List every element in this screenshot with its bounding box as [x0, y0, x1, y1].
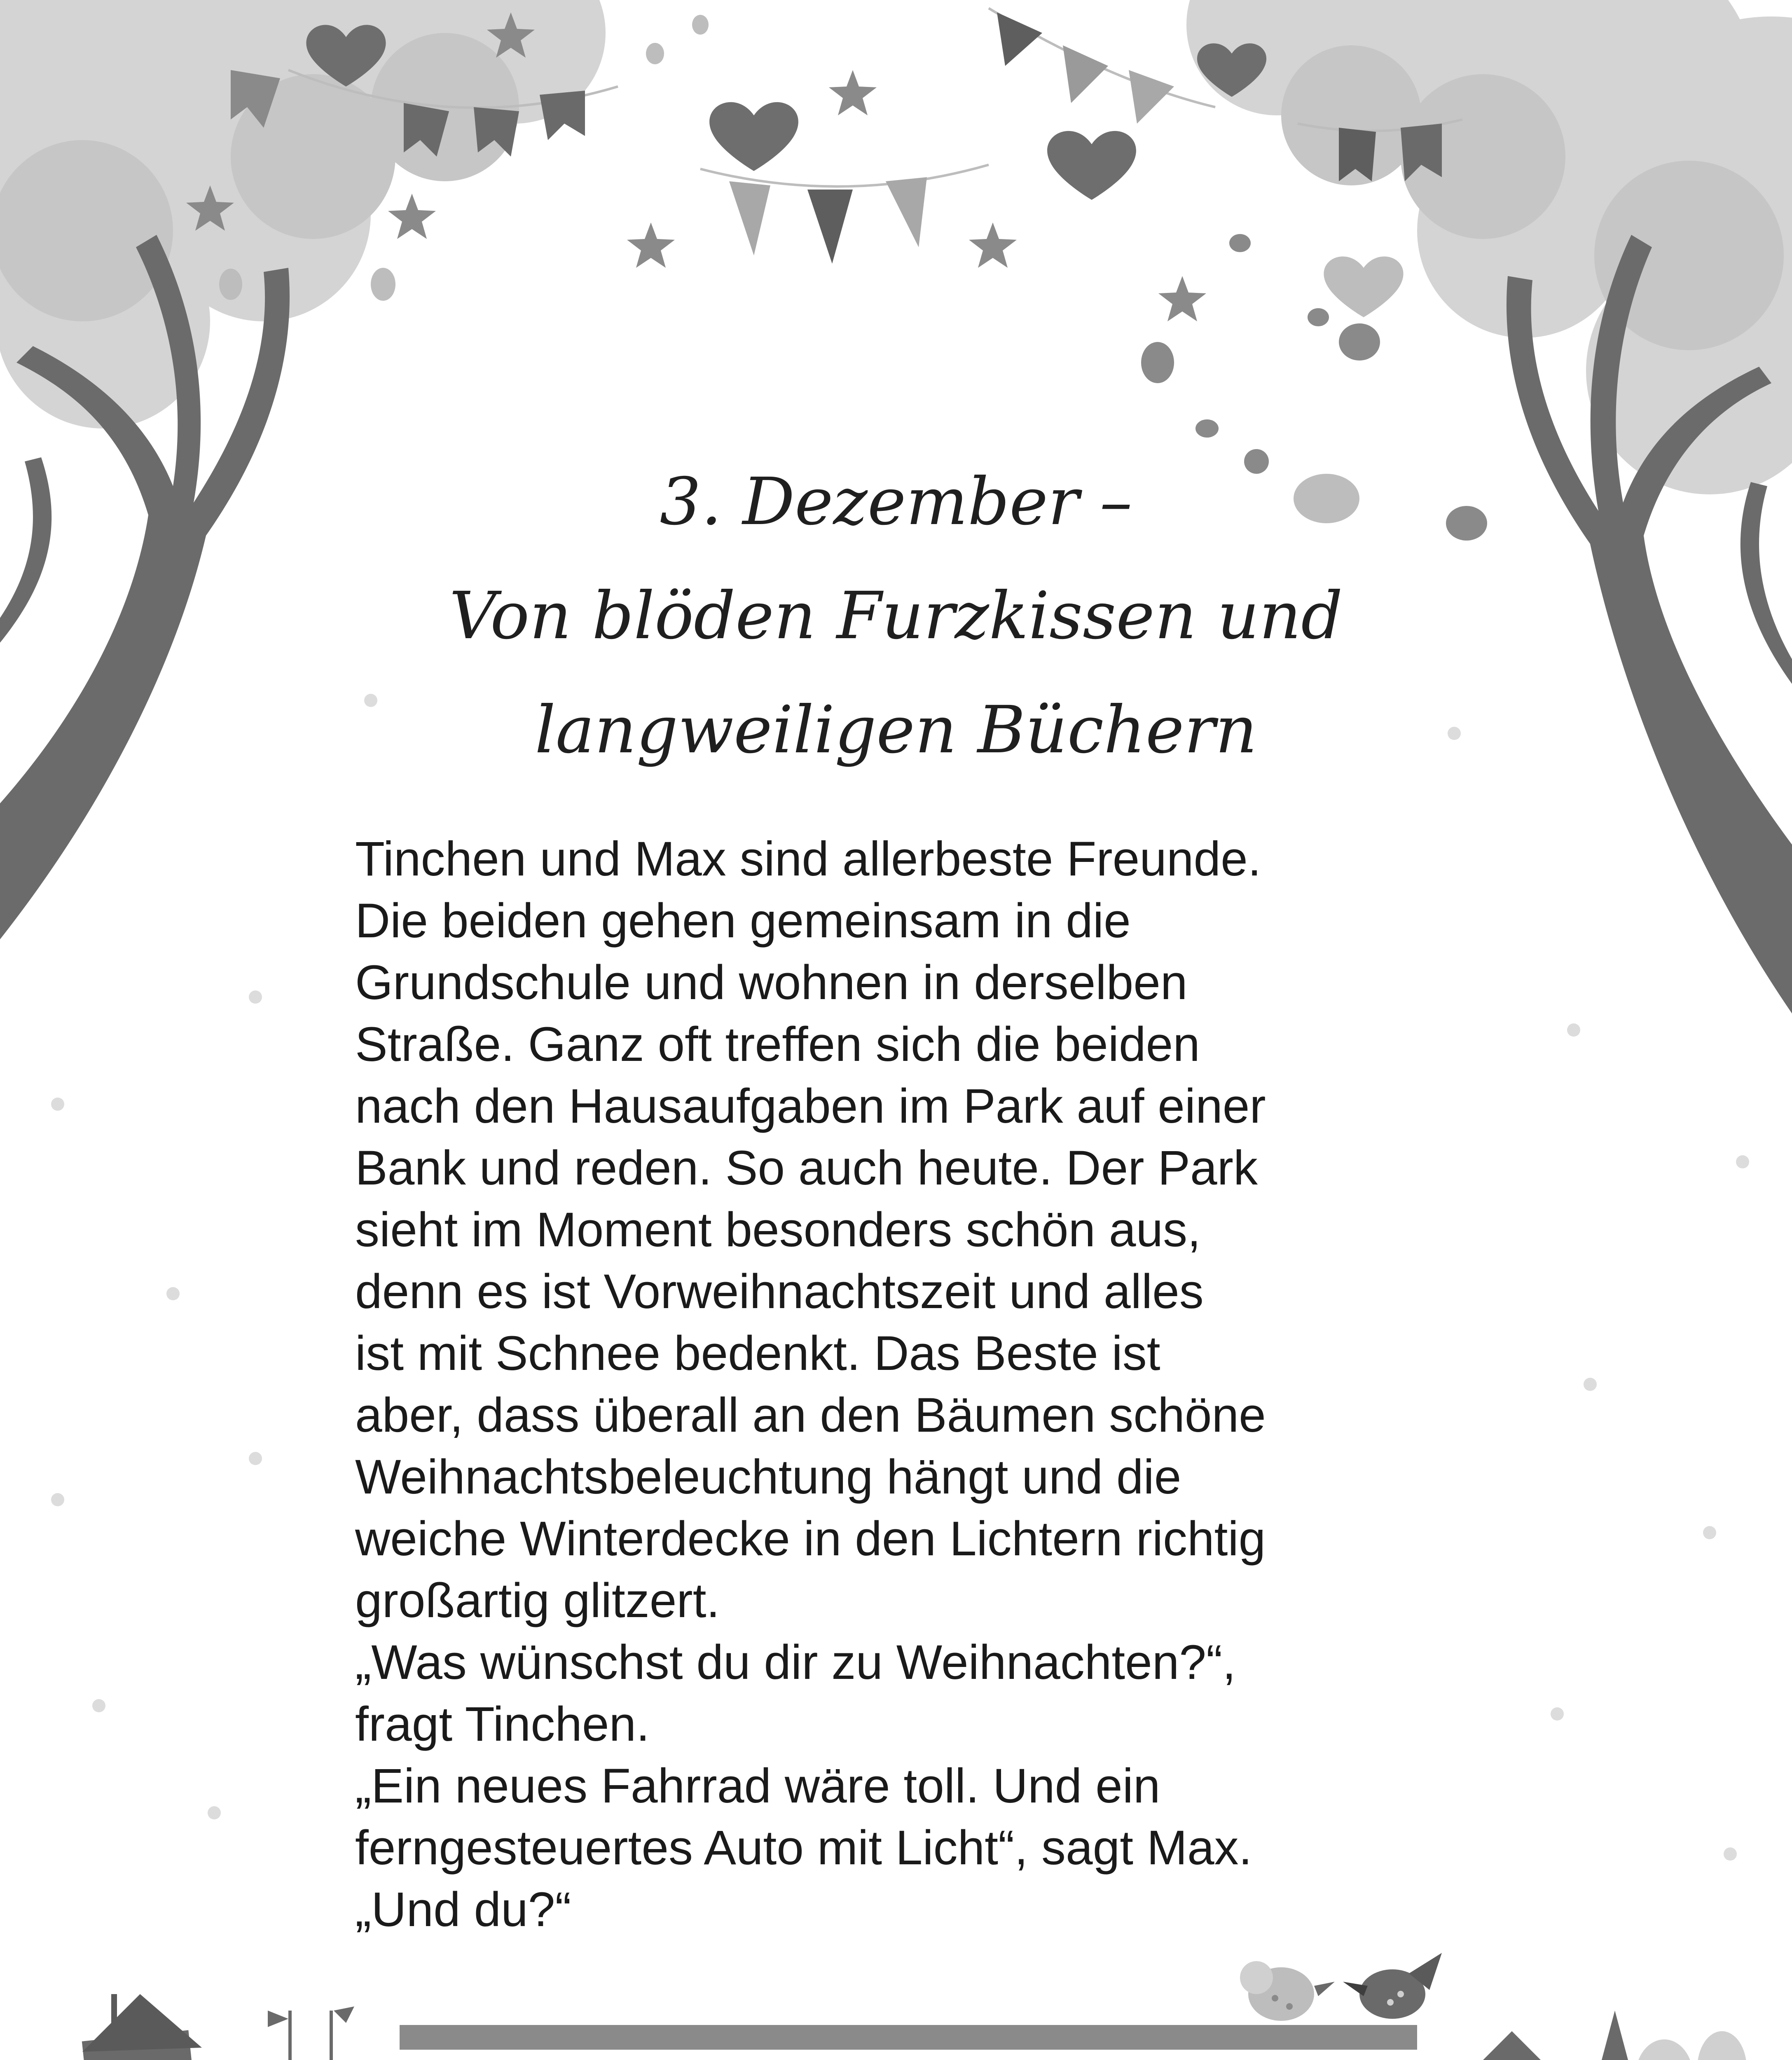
story-line: nach den Hausaufgaben im Park auf einer: [355, 1079, 1266, 1133]
story-line: Bank und reden. So auch heute. Der Park: [355, 1141, 1258, 1195]
story-line: aber, dass überall an den Bäumen schöne: [355, 1388, 1266, 1442]
right-houses: [1458, 2011, 1747, 2060]
story-line: großartig glitzert.: [355, 1573, 720, 1628]
story-line: ferngesteuertes Auto mit Licht“, sagt Max.: [355, 1821, 1252, 1875]
chapter-title-line-3: langweiligen Büchern: [535, 692, 1257, 768]
story-line: Tinchen und Max sind allerbeste Freunde.: [355, 832, 1261, 886]
story-line: fragt Tinchen.: [355, 1697, 650, 1751]
story-line: weiche Winterdecke in den Lichtern richtig: [355, 1512, 1266, 1566]
story-line: „Ein neues Fahrrad wäre toll. Und ein: [355, 1759, 1160, 1813]
chapter-title-date: 3. Dezember –: [660, 464, 1132, 540]
story-line: Die beiden gehen gemeinsam in die: [355, 894, 1131, 948]
birds-icon: [1240, 1953, 1442, 2021]
story-text: [355, 828, 1377, 1941]
story-line: Grundschule und wohnen in derselben: [355, 955, 1188, 1010]
park-bench: [321, 2025, 1491, 2060]
story-line: „Was wünschst du dir zu Weihnachten?“,: [355, 1635, 1236, 1690]
story-line: Straße. Ganz oft treffen sich die beiden: [355, 1017, 1200, 1072]
story-line: sieht im Moment besonders schön aus,: [355, 1203, 1201, 1257]
story-line: „Und du?“: [355, 1882, 571, 1937]
left-houses: [37, 1994, 363, 2060]
story-line: Weihnachtsbeleuchtung hängt und die: [355, 1450, 1181, 1504]
story-line: ist mit Schnee bedenkt. Das Beste ist: [355, 1326, 1160, 1381]
chapter-title-line-2: Von blöden Furzkissen und: [449, 578, 1343, 654]
story-line: denn es ist Vorweihnachtszeit und alles: [355, 1264, 1204, 1319]
